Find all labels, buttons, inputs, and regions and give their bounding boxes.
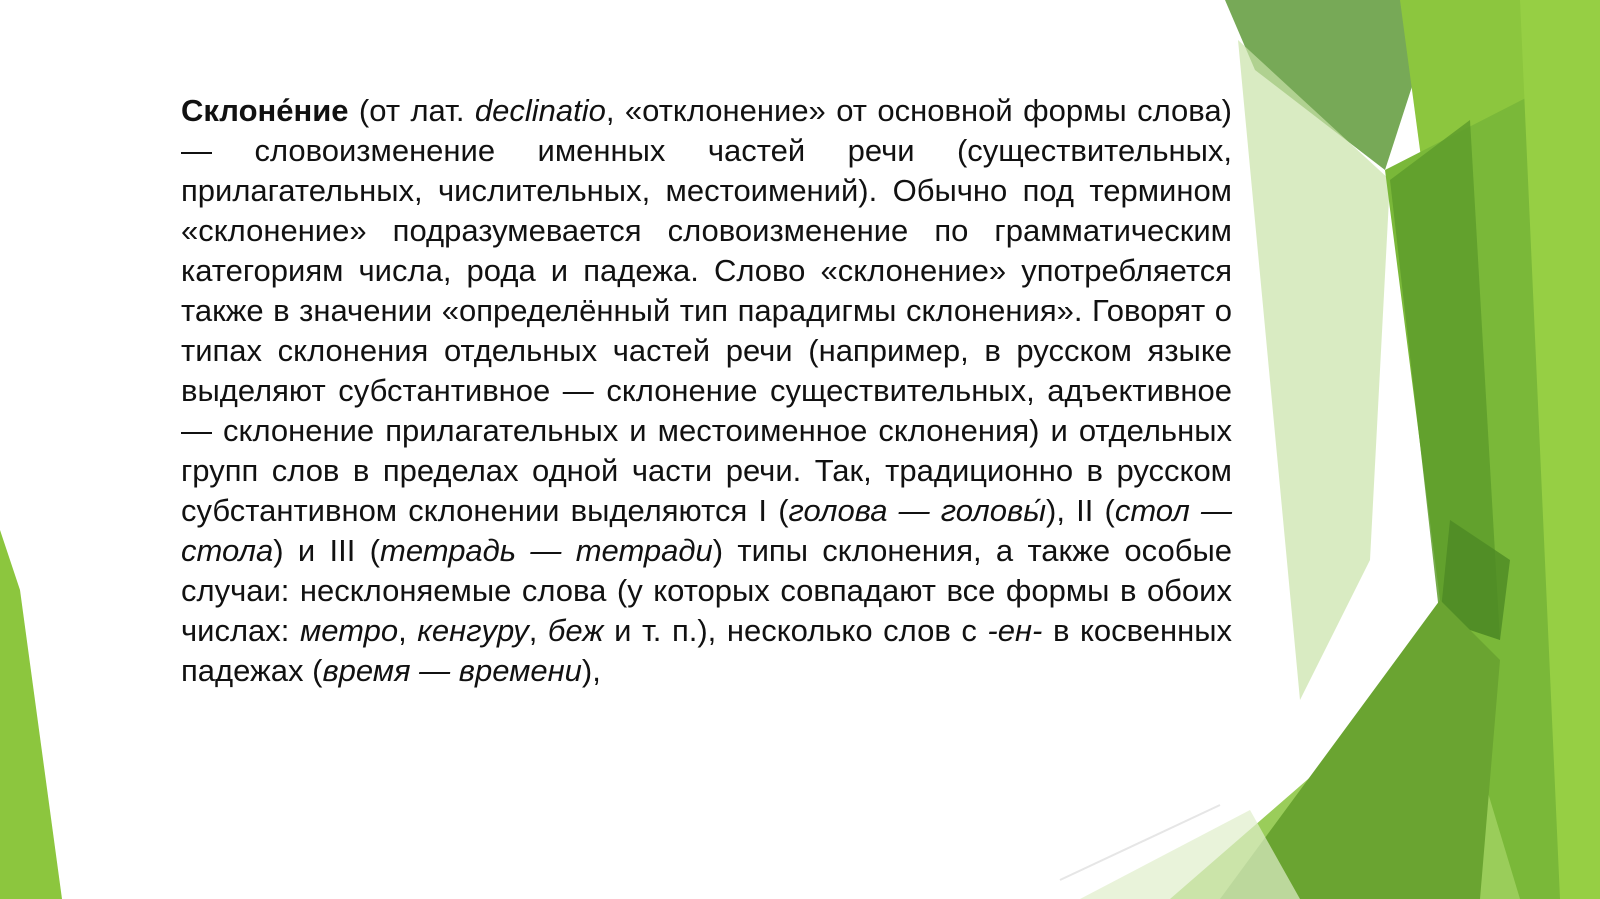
text-run: , [398, 613, 418, 648]
italic-example: declinatio [474, 93, 606, 128]
text-run: , «отклонение» от основной формы слова) — словоизменение именных частей речи (существительных, прилагательных, числительных, местоимений). Обычно под термином «склонение» подразумевается словоизменение по грамматическим категориям числа, рода и падежа. Слово «склонение» употребляется также в значении «определённый тип парадигмы склонения». Говорят о типах склонения отдельных частей речи (например, в русском языке выделяют субстантивное — склонение существительных, адъективное — склонение прилагательных и местоименное склонения) и отдельных групп слов в пределах одной части речи. Так, традиционно в русском субстантивном склонении выделяются I ( [181, 93, 1232, 528]
text-run: ) типы склонения, а также особые случаи: несклоняемые слова (у которых совпадают все формы в обоих числах: [181, 533, 1232, 648]
left-green-facet [0, 530, 62, 899]
italic-example: -ен- [987, 613, 1043, 648]
text-run: (от лат. [348, 93, 475, 128]
italic-example: время — времени [322, 653, 582, 688]
italic-example: стол — стола [181, 493, 1233, 568]
text-run: и т. п.), несколько слов с [603, 613, 988, 648]
text-run: ) и III ( [273, 533, 380, 568]
italic-example: кенгуру [417, 613, 529, 648]
text-run: , [528, 613, 548, 648]
italic-example: тетрадь — тетради [380, 533, 713, 568]
italic-example: беж [547, 613, 604, 648]
italic-example: голова — головы́ [788, 493, 1047, 528]
text-run: ), [581, 653, 601, 688]
italic-example: метро [299, 613, 399, 648]
slide-body-text [181, 91, 1232, 691]
text-run: в косвенных падежах ( [181, 613, 1233, 688]
text-run: ), II ( [1046, 493, 1115, 528]
term-heading: Склоне́ние [181, 93, 349, 128]
